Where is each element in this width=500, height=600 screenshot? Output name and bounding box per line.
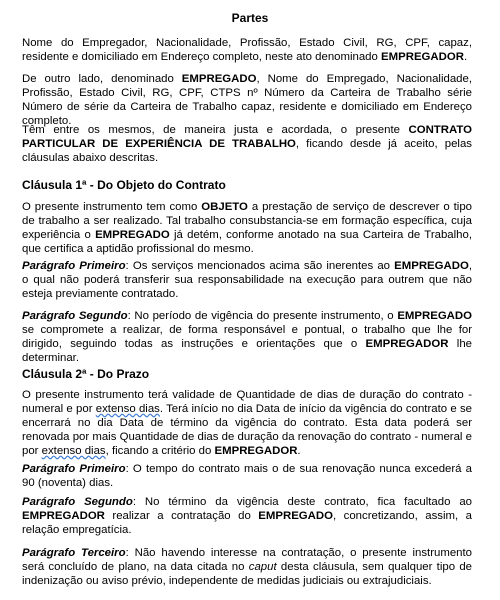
bold-term: CONTRATO PARTICULAR DE EXPERIÊNCIA DE TRABALHO bbox=[22, 124, 472, 150]
clause-2-paragraph bbox=[22, 495, 472, 537]
spellcheck-underlined-text: extenso dias bbox=[41, 445, 106, 457]
bold-term: EMPREGADOR bbox=[365, 338, 449, 350]
bold-term: EMPREGADOR bbox=[381, 51, 464, 63]
text-run: a prestação de serviço de descrever o tipo de trabalho a ser realizado. Tal trabalho consubstancia-se em formação específica, cuja experiência o bbox=[22, 201, 472, 241]
text-run: Nome do Empregador, Nacionalidade, Profissão, Estado Civil, RG, CPF, capaz, residente e domiciliado em Endereço completo, neste ato denominado bbox=[22, 37, 472, 63]
text-run: já detém, conforme anotado na sua Carteira de Trabalho, que certifica a aptidão profissional do mesmo. bbox=[22, 229, 472, 255]
text-run: De outro lado, denominado bbox=[22, 73, 182, 85]
clause-2-paragraph bbox=[22, 546, 472, 588]
text-run: O presente instrumento tem como bbox=[22, 201, 202, 213]
bold-term: EMPREGADOR bbox=[214, 445, 298, 457]
bold-term: EMPREGADO bbox=[394, 260, 469, 272]
text-run: : No período de vigência do presente instrumento, o bbox=[127, 310, 398, 322]
text-run: , concretizando, assim, a relação empregatícia. bbox=[22, 510, 472, 536]
text-run: . bbox=[463, 51, 468, 63]
clause-1-paragraph bbox=[22, 259, 472, 301]
clause-2-paragraph bbox=[22, 462, 472, 490]
text-run: lhe determinar. bbox=[22, 338, 472, 364]
text-run: Têm entre os mesmos, de maneira justa e acordada, o presente bbox=[22, 124, 409, 136]
bold-term: OBJETO bbox=[201, 201, 248, 213]
paragraph-label: Parágrafo Segundo bbox=[22, 310, 128, 322]
bold-term: EMPREGADO bbox=[397, 310, 472, 322]
text-run: , Nome do Empregado, Nacionalidade, Profissão, Estado Civil, RG, CPF, CTPS nº Número da Carteira de Trabalho série Número de série da Carteira de Trabalho capaz, residente e domiciliado em Endereço completo. bbox=[22, 73, 472, 127]
text-run: se compromete a realizar, de forma responsável e pontual, o trabalho que lhe for dirigido, seguindo todas as instruções e orientações que o bbox=[22, 324, 472, 350]
clause-2-paragraph bbox=[22, 388, 472, 458]
text-run: realizar a contratação do bbox=[104, 510, 259, 522]
text-run: . bbox=[297, 445, 301, 457]
parties-agreement-paragraph bbox=[22, 123, 472, 165]
paragraph-label: Parágrafo Terceiro bbox=[22, 547, 126, 559]
text-run: , ficando desde já aceito, pelas cláusulas abaixo descritas. bbox=[22, 138, 472, 164]
text-run: , o qual não poderá transferir sua responsabilidade na execução para outrem que não esteja previamente contratado. bbox=[22, 260, 472, 300]
paragraph-label: Parágrafo Primeiro bbox=[22, 260, 126, 272]
paragraph-label: Parágrafo Primeiro bbox=[22, 463, 126, 475]
page-title: Partes bbox=[231, 11, 269, 25]
bold-term: EMPREGADO bbox=[95, 229, 170, 241]
clause-1-heading: Cláusula 1ª - Do Objeto do Contrato bbox=[22, 178, 226, 192]
text-run: : Os serviços mencionados acima são inerentes ao bbox=[125, 260, 395, 272]
paragraph-label: Parágrafo Segundo bbox=[22, 496, 133, 508]
parties-employee-paragraph bbox=[22, 72, 472, 128]
clause-1-paragraph bbox=[22, 309, 472, 365]
text-run: desta cláusula, sem qualquer tipo de indenização ou aviso prévio, independente de medidas judiciais ou extrajudiciais. bbox=[22, 561, 472, 587]
bold-term: EMPREGADO bbox=[258, 510, 333, 522]
clause-1-paragraph bbox=[22, 200, 472, 256]
text-run: : No término da vigência deste contrato, fica facultado ao bbox=[132, 496, 472, 508]
italic-term: caput bbox=[248, 561, 277, 573]
text-run: : O tempo do contrato mais o de sua renovação nunca excederá a 90 (noventa) dias. bbox=[22, 463, 473, 489]
parties-employer-paragraph bbox=[22, 36, 472, 64]
text-run: : Não havendo interesse na contratação, o presente instrumento será concluído de plano, na data citada no bbox=[22, 547, 472, 573]
text-run: , ficando a critério do bbox=[105, 445, 215, 457]
text-run: O presente instrumento terá validade de Quantidade de dias de duração do contrato - numeral e por bbox=[22, 389, 472, 415]
text-run: . Terá início no dia Data de início da vigência do contrato e se encerrará no dia Data de término da vigência do contrato. Esta data poderá ser renovada por mais Quantidade de dias de duração da renovação do contrato - numeral e por bbox=[22, 403, 472, 457]
clause-2-heading: Cláusula 2ª - Do Prazo bbox=[22, 367, 150, 381]
spellcheck-underlined-text: extenso dias bbox=[95, 403, 160, 415]
bold-term: EMPREGADO bbox=[181, 73, 257, 85]
bold-term: EMPREGADOR bbox=[22, 510, 105, 522]
